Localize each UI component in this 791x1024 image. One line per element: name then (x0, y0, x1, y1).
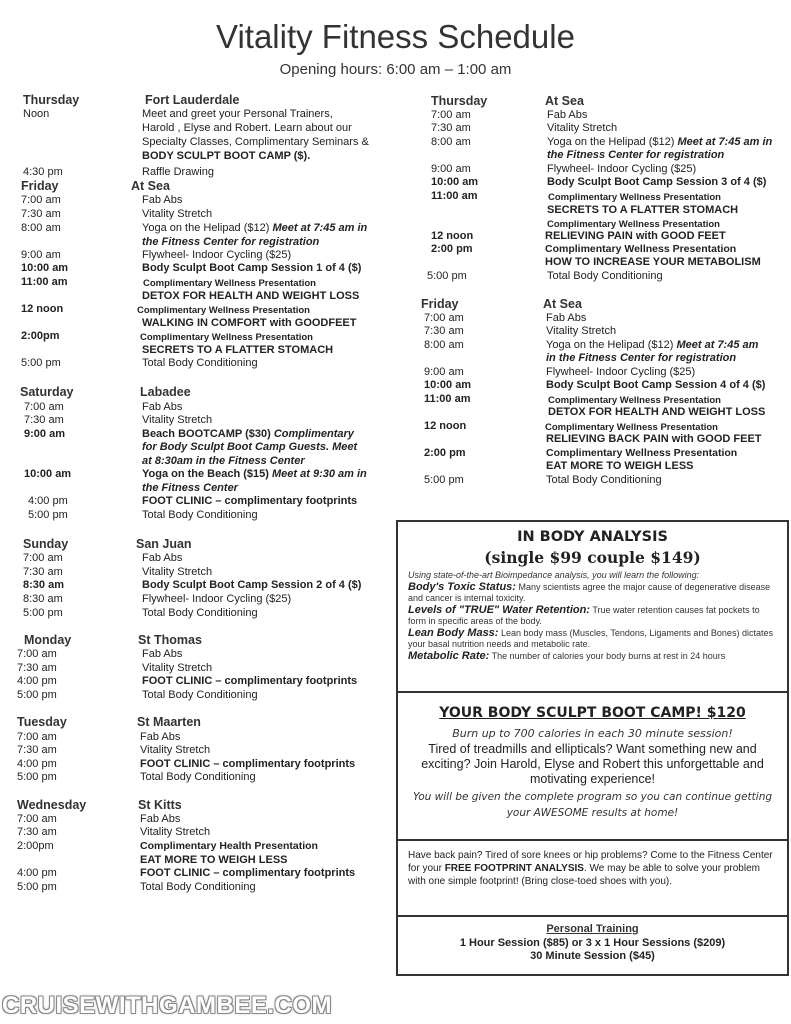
time: 12 noon (424, 420, 467, 432)
activity: Complimentary Wellness Presentation (140, 332, 313, 343)
activity-note: Complimentary (273, 428, 354, 440)
time: 7:30 am (424, 325, 464, 337)
activity: Body Sculpt Boot Camp Session 1 of 4 ($) (142, 262, 362, 274)
time: 5:00 pm (21, 357, 61, 369)
bootcamp-body: Tired of treadmills and ellipticals? Want something new and exciting? Join Harold, Elyse and Robert this unforgettable and motivating experience! (421, 742, 764, 786)
time: 5:00 pm (23, 607, 63, 619)
day-thursday-1: Thursday (23, 93, 80, 107)
page-title: Vitality Fitness Schedule (216, 18, 575, 55)
time: 7:30 am (17, 826, 57, 838)
activity-text: Yoga on the Beach ($15) (142, 468, 272, 480)
time: 7:30 am (17, 662, 57, 674)
inbody-toxic-text: Many scientists agree the major cause of degenerative disease and cancer is internal toxicity. (408, 581, 771, 603)
activity: Complimentary Wellness Presentation (548, 395, 721, 406)
activity: DETOX FOR HEALTH AND WEIGHT LOSS (142, 290, 360, 302)
activity (142, 428, 354, 442)
activity-note: the Fitness Center for registration (547, 149, 725, 161)
inbody-water (408, 605, 777, 628)
activity: Complimentary Wellness Presentation (545, 422, 718, 433)
activity: Total Body Conditioning (546, 474, 662, 486)
activity: Flywheel- Indoor Cycling ($25) (547, 163, 697, 175)
time: 5:00 pm (28, 509, 68, 521)
activity (546, 339, 758, 353)
activity: Complimentary Wellness Presentation (546, 447, 738, 459)
activity: Total Body Conditioning (140, 771, 256, 783)
time: 11:00 am (431, 190, 478, 202)
activity-note: Meet at 7:45 am (676, 339, 759, 351)
time: 7:00 am (17, 731, 57, 743)
activity: Complimentary Wellness Presentation (547, 219, 720, 230)
activity: Fab Abs (140, 813, 181, 825)
activity: SECRETS TO A FLATTER STOMACH (142, 344, 334, 356)
time: 9:00 am (21, 249, 61, 261)
activity: BODY SCULPT BOOT CAMP ($). (142, 150, 311, 162)
time: 4:00 pm (17, 675, 57, 687)
activity: Total Body Conditioning (142, 357, 258, 369)
time: 7:00 am (17, 648, 57, 660)
time: 8:00 am (424, 339, 464, 351)
time: 8:00 am (21, 222, 61, 234)
time: 7:30 am (431, 122, 471, 134)
time: 10:00 am (424, 379, 472, 391)
time: 7:00 am (21, 194, 61, 206)
activity: Vitality Stretch (142, 566, 213, 578)
day-friday-1: Friday (21, 179, 59, 193)
activity-note: in the Fitness Center for registration (546, 352, 737, 364)
time: Noon (23, 108, 50, 120)
time: 5:00 pm (17, 771, 57, 783)
activity-note: Meet at 7:45 am in (272, 222, 368, 234)
inbody-lean-text: Lean body mass (Muscles, Tendons, Ligaments and Bones) dictates your basal nutrition needs and metabolic rate. (408, 627, 773, 649)
activity-text: Yoga on the Helipad ($12) (142, 222, 273, 234)
time: 4:00 pm (17, 867, 57, 879)
activity: Total Body Conditioning (142, 607, 258, 619)
time: 5:00 pm (17, 881, 57, 893)
activity: FOOT CLINIC – complimentary footprints (142, 495, 358, 507)
bootcamp-box (396, 691, 789, 841)
bootcamp-given: You will be given the complete program so you can continue getting your AWESOME results at home! (412, 791, 773, 819)
time: 11:00 am (21, 276, 68, 288)
location-st-maarten: St Maarten (137, 715, 201, 729)
activity: Fab Abs (142, 194, 183, 206)
activity: Complimentary Wellness Presentation (545, 243, 737, 255)
activity: Fab Abs (140, 731, 181, 743)
activity: Body Sculpt Boot Camp Session 4 of 4 ($) (546, 379, 766, 391)
time: 11:00 am (424, 393, 471, 405)
activity: Complimentary Wellness Presentation (137, 305, 310, 316)
time: 7:00 am (424, 312, 464, 324)
activity (142, 468, 367, 482)
time: 8:30 am (23, 579, 64, 591)
footprint-text (408, 849, 777, 888)
activity-text: Yoga on the Helipad ($12) (547, 136, 678, 148)
activity: FOOT CLINIC – complimentary footprints (142, 675, 358, 687)
inbody-lean (408, 628, 777, 651)
activity: RELIEVING PAIN with GOOD FEET (545, 230, 726, 242)
time: 12 noon (431, 230, 474, 242)
activity: EAT MORE TO WEIGH LESS (140, 854, 288, 866)
activity: Fab Abs (142, 401, 183, 413)
time: 7:30 am (17, 744, 57, 756)
time: 9:00 am (24, 428, 65, 440)
location-san-juan: San Juan (136, 537, 192, 551)
activity: EAT MORE TO WEIGH LESS (546, 460, 694, 472)
inbody-analysis-box (396, 520, 789, 693)
location-at-sea: At Sea (545, 94, 584, 108)
day-saturday: Saturday (20, 385, 74, 399)
activity (142, 222, 367, 236)
day-tuesday: Tuesday (17, 715, 67, 729)
activity-note: at 8:30am in the Fitness Center (142, 455, 305, 467)
inbody-toxic-heading: Body's Toxic Status: (408, 580, 516, 593)
inbody-metab-text: The number of calories your body burns at rest in 24 hours (489, 650, 726, 661)
time: 4:30 pm (23, 166, 63, 178)
time: 10:00 am (24, 468, 72, 480)
time: 9:00 am (431, 163, 471, 175)
personal-training-box (396, 915, 789, 976)
time: 8:30 am (23, 593, 63, 605)
inbody-title: IN BODY ANALYSIS (517, 529, 668, 545)
activity: Complimentary Wellness Presentation (143, 278, 316, 289)
inbody-water-heading: Levels of "TRUE" Water Retention: (408, 603, 590, 616)
activity-note: for Body Sculpt Boot Camp Guests. Meet (142, 441, 358, 453)
time: 10:00 am (21, 262, 69, 274)
activity: Total Body Conditioning (547, 270, 663, 282)
activity-note: Meet at 7:45 am in (677, 136, 773, 148)
activity: Meet and greet your Personal Trainers, (142, 108, 333, 120)
activity: Flywheel- Indoor Cycling ($25) (546, 366, 696, 378)
time: 4:00 pm (17, 758, 57, 770)
activity: Harold , Elyse and Robert. Learn about our (142, 122, 352, 134)
bootcamp-burn: Burn up to 700 calories in each 30 minute session! (452, 727, 733, 740)
activity: Flywheel- Indoor Cycling ($25) (142, 249, 292, 261)
location-st-thomas: St Thomas (138, 633, 202, 647)
time: 7:30 am (21, 208, 61, 220)
activity: Vitality Stretch (140, 826, 211, 838)
activity: Vitality Stretch (547, 122, 618, 134)
location-st-kitts: St Kitts (138, 798, 182, 812)
activity: FOOT CLINIC – complimentary footprints (140, 867, 356, 879)
time: 10:00 am (431, 176, 479, 188)
opening-hours: Opening hours: 6:00 am – 1:00 am (279, 61, 512, 78)
activity-note: the Fitness Center (142, 482, 238, 494)
bootcamp-title: YOUR BODY SCULPT BOOT CAMP! $120 (439, 705, 746, 721)
inbody-intro: Using state-of-the-art Bioimpedance analysis, you will learn the following: (408, 570, 700, 580)
inbody-price: (single $99 couple $149) (484, 548, 701, 567)
activity: Fab Abs (142, 648, 183, 660)
day-monday: Monday (24, 633, 72, 647)
time: 7:30 am (23, 566, 63, 578)
activity: Total Body Conditioning (140, 881, 256, 893)
activity: FOOT CLINIC – complimentary footprints (140, 758, 356, 770)
activity: RELIEVING BACK PAIN with GOOD FEET (546, 433, 762, 445)
location-at-sea: At Sea (543, 297, 582, 311)
activity-note: Meet at 9:30 am in (272, 468, 367, 480)
activity: Complimentary Health Presentation (140, 840, 318, 852)
day-friday-2: Friday (421, 297, 459, 311)
time: 7:00 am (24, 401, 64, 413)
activity: HOW TO INCREASE YOUR METABOLISM (545, 256, 761, 268)
time: 7:00 am (23, 552, 63, 564)
time: 12 noon (21, 303, 64, 315)
location-labadee: Labadee (140, 385, 191, 399)
time: 7:00 am (17, 813, 57, 825)
activity (547, 136, 772, 150)
time: 9:00 am (424, 366, 464, 378)
activity: Vitality Stretch (142, 414, 213, 426)
inbody-metab-heading: Metabolic Rate: (408, 649, 490, 662)
day-wednesday: Wednesday (17, 798, 87, 812)
time: 5:00 pm (424, 474, 464, 486)
activity: Raffle Drawing (142, 166, 214, 178)
activity: Complimentary Wellness Presentation (548, 192, 721, 203)
footprint-box (396, 839, 789, 917)
footprint-text-2: . We may be able to solve your problem with one simple footprint! (Bring close-toed shoes with you). (408, 863, 760, 887)
activity: Fab Abs (142, 552, 183, 564)
activity: Fab Abs (547, 109, 588, 121)
time: 8:00 am (431, 136, 471, 148)
inbody-metab (408, 651, 777, 663)
time: 2:00pm (17, 840, 54, 852)
activity: Vitality Stretch (142, 208, 213, 220)
time: 7:30 am (24, 414, 64, 426)
activity: Total Body Conditioning (142, 689, 258, 701)
activity: Fab Abs (546, 312, 587, 324)
time: 2:00 pm (431, 243, 473, 255)
activity: Body Sculpt Boot Camp Session 3 of 4 ($) (547, 176, 767, 188)
training-line-1: 1 Hour Session ($85) or 3 x 1 Hour Sessions ($209) (459, 937, 726, 949)
inbody-lean-heading: Lean Body Mass: (408, 626, 499, 639)
time: 5:00 pm (427, 270, 467, 282)
activity: Specialty Classes, Complimentary Seminars & (142, 136, 369, 148)
activity: Body Sculpt Boot Camp Session 2 of 4 ($) (142, 579, 362, 591)
footprint-text-1: Have back pain? Tired of sore knees or hip problems? Come to the Fitness Center for your (408, 850, 773, 874)
time: 2:00 pm (424, 447, 466, 459)
activity: Vitality Stretch (142, 662, 213, 674)
day-thursday-2: Thursday (431, 94, 488, 108)
location-at-sea: At Sea (131, 179, 170, 193)
activity: DETOX FOR HEALTH AND WEIGHT LOSS (548, 406, 766, 418)
activity-note: the Fitness Center for registration (142, 236, 320, 248)
time: 7:00 am (431, 109, 471, 121)
activity: Vitality Stretch (546, 325, 617, 337)
training-title: Personal Training (546, 923, 639, 935)
inbody-water-text: True water retention causes fat pockets to form in specific areas of the body. (408, 604, 760, 626)
training-line-2: 30 Minute Session ($45) (530, 950, 655, 962)
inbody-toxic (408, 582, 777, 605)
footprint-bold: FREE FOOTPRINT ANALYSIS (444, 863, 584, 874)
activity-text: Yoga on the Helipad ($12) (546, 339, 677, 351)
time: 2:00pm (21, 330, 60, 342)
activity: SECRETS TO A FLATTER STOMACH (547, 204, 739, 216)
time: 5:00 pm (17, 689, 57, 701)
activity: Flywheel- Indoor Cycling ($25) (142, 593, 292, 605)
location-fort-lauderdale: Fort Lauderdale (145, 93, 240, 107)
activity: Vitality Stretch (140, 744, 211, 756)
time: 4:00 pm (28, 495, 68, 507)
day-sunday: Sunday (23, 537, 69, 551)
activity-text: Beach BOOTCAMP ($30) (142, 428, 274, 440)
activity: WALKING IN COMFORT with GOODFEET (142, 317, 357, 329)
activity: Total Body Conditioning (142, 509, 258, 521)
watermark: CRUISEWITHGAMBEE.COM (2, 992, 332, 1019)
